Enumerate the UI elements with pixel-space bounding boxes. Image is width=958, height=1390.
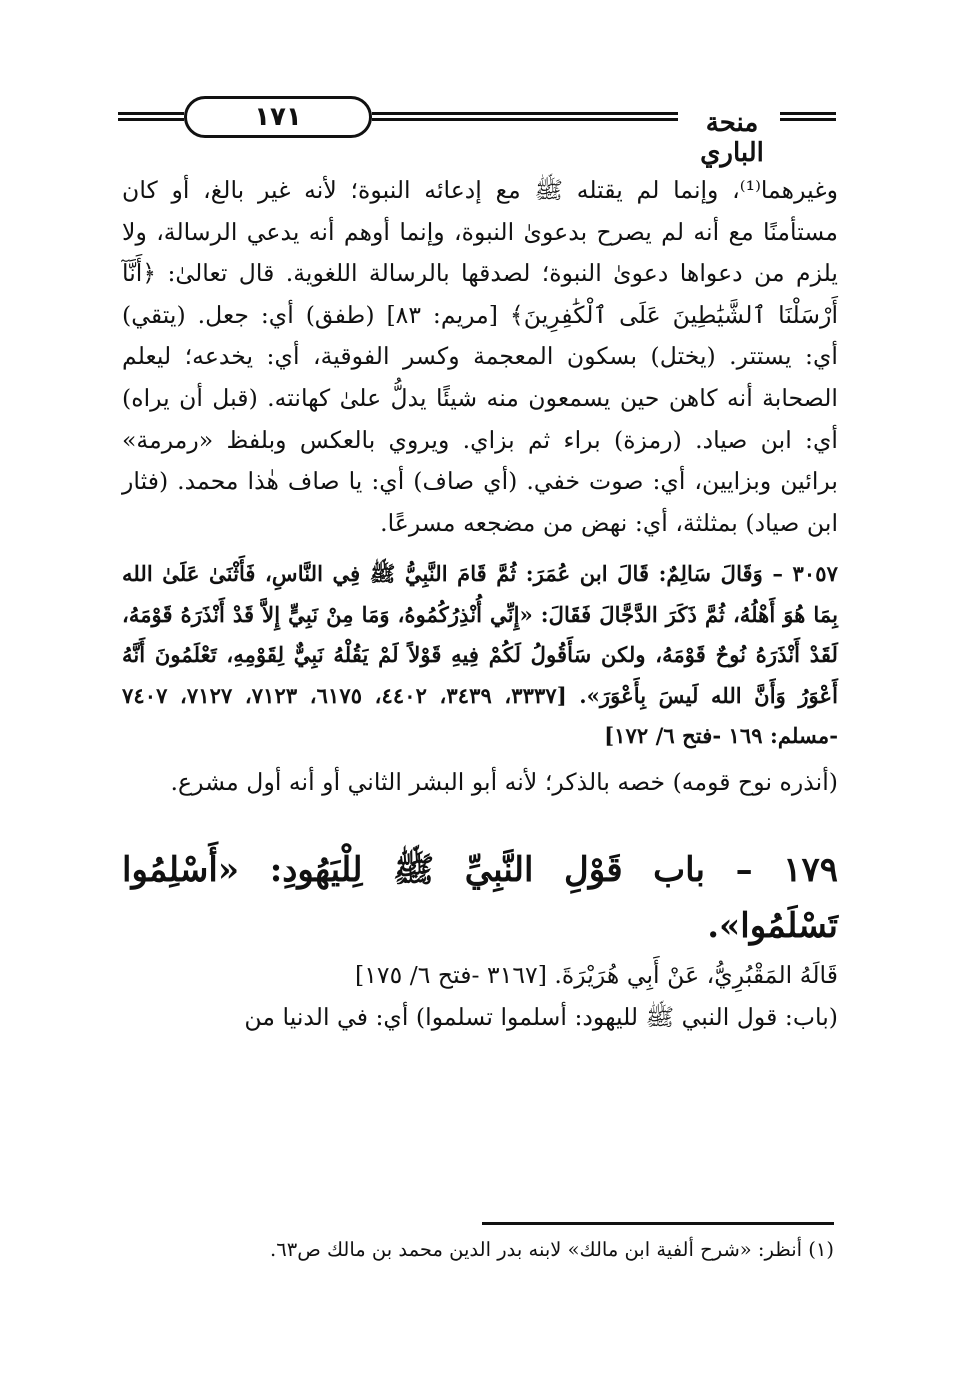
page-header [118,96,836,168]
page-body [122,170,838,1038]
header-rule-right [780,112,836,124]
commentary-paragraph-2: (أنذره نوح قومه) خصه بالذكر؛ لأنه أبو البشر الثاني أو أنه أول مشرع. [170,768,838,797]
book-title: منحة الباري [700,108,764,168]
hadith-text: ٣٠٥٧ – وَقَالَ سَالِمٌ: قَالَ ابن عُمَرَ: ثُمَّ قَامَ النَّبِيُّ ﷺ فِي النَّاسِ، فَأَثْنَىٰ عَلَىٰ الله بِمَا هُوَ أَهْلُهُ، ثُمَّ ذَكَرَ الدَّجَّالَ فَقَالَ: «إِنِّي أُنْذِرُكُمُوهُ، وَمَا مِنْ نَبِيٍّ إِلاَّ قَدْ أَنْذَرَهُ قَوْمَهُ، لَقَدْ أَنْذَرَهُ نُوحٌ قَوْمَهُ، ولكن سَأَقُولُ لَكُمْ فِيهِ قَوْلاً لَمْ يَقُلْهُ نَبِيٌّ لِقَوْمِهِ، تَعْلَمُونَ أَنَّهُ أَعْوَرُ وَأَنَّ الله لَيسَ بِأَعْوَرَ». [٣٣٣٧، ٣٤٣٩، ٤٤٠٢، ٦١٧٥، ٧١٢٣، ٧١٢٧، ٧٤٠٧ -مسلم: ١٦٩ -فتح ٦/ ١٧٢] [122,561,839,748]
commentary-paragraph: وغيرهما⁽¹⁾، وإنما لم يقتله ﷺ مع إدعائه النبوة؛ لأنه غير بالغ، أو كان مستأمنًا مع أنه لم يصرح بدعوىٰ النبوة، وإنما أوهم أنه يدعي الرسالة، ولا يلزم من دعواها دعوىٰ النبوة؛ لصدقها بالرسالة اللغوية. قال تعالىٰ: ﴿أَنَّآ أَرْسَلْنَا ٱلشَّيَٰطِينَ عَلَى ٱلْكَٰفِرِينَ﴾ [مريم: ٨٣] (طفق) أي: جعل. (يتقي) أي: يستتر. (يختل) بسكون المعجمة وكسر الفوقية، أي: يخدعه؛ ليعلم الصحابة أنه كاهن حين يسمعون منه شيئًا يدلُّ علىٰ كهانته. (قبل أن يراه) أي: ابن صياد. (رمزة) براء ثم بزاي. ويروي بالعكس وبلفظ «رمرمة» برائين وبزايين، أي: صوت خفي. (أي صاف) أي: يا صاف هٰذا محمد. (فثار ابن صياد) بمثلثة، أي: نهض من مضجعه مسرعًا. [122,176,838,537]
chapter-heading: ١٧٩ – باب قَوْلِ النَّبِيِّ ﷺ لِلْيَهُودِ: «أَسْلِمُوا تَسْلَمُوا». [122,849,838,946]
commentary-paragraph-3: (باب: قول النبي ﷺ لليهود: أسلموا تسلموا) أي: في الدنيا من [244,1002,838,1031]
footnote: (١) أنظر: «شرح ألفية ابن مالك» لابنه بدر الدين محمد بن مالك ص٦٣. [270,1238,834,1261]
header-rule-middle [372,112,678,124]
narration-line: قَالَهُ المَقْبُرِيُّ، عَنْ أَبِي هُرَيْرَةَ. [٣١٦٧ -فتح ٦/ ١٧٥] [355,960,838,989]
header-rule-left [118,112,184,124]
page-number: ١٧١ [184,96,372,138]
footnote-separator [482,1222,834,1225]
